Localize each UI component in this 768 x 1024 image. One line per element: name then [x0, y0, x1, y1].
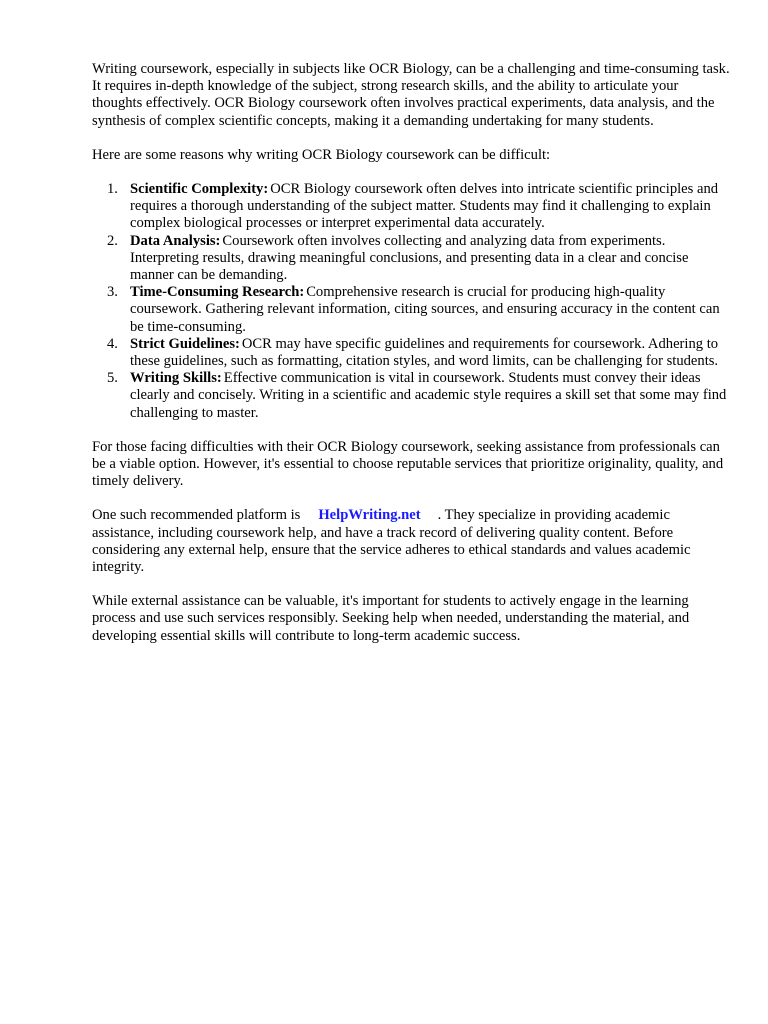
list-item: [92, 284, 732, 336]
list-item-number: 5.: [107, 370, 118, 387]
platform-text-before: One such recommended platform is: [92, 507, 301, 524]
list-item-title: Strict Guidelines:: [130, 335, 240, 352]
list-item-text: OCR may have specific guidelines and requirements for coursework. Adhering to these guidelines, such as formatting, citation styles, and word limits, can be challenging for students.: [130, 335, 719, 370]
list-item-text: Coursework often involves collecting and analyzing data from experiments. Interpreting results, drawing meaningful conclusions, and presenting data in a clear and concise manner can be demanding.: [130, 232, 689, 284]
assistance-paragraph: For those facing difficulties with their OCR Biology coursework, seeking assistance from professionals can be a viable option. However, it's essential to choose reputable services that prioritize originality, quality, and timely delivery.: [92, 438, 724, 490]
list-item-title: Data Analysis:: [130, 232, 221, 249]
document-page: [92, 61, 732, 662]
list-item-number: 3.: [107, 284, 118, 301]
list-item-number: 2.: [107, 232, 118, 249]
list-item-text: OCR Biology coursework often delves into intricate scientific principles and requires a thorough understanding of the subject matter. Students may find it challenging to explain complex biological processes or interpret experimental data accurately.: [130, 181, 719, 232]
list-item-title: Scientific Complexity:: [130, 181, 269, 198]
helpwriting-link[interactable]: HelpWriting.net: [318, 507, 421, 524]
platform-text-after: . They specialize in providing academic assistance, including coursework help, and have a track record of delivering quality content. Before considering any external help, ensure that the service adheres to ethical standards and values academic integrity.: [92, 507, 691, 576]
reasons-intro-paragraph: Here are some reasons why writing OCR Biology coursework can be difficult:: [92, 146, 551, 163]
list-item: [92, 233, 732, 285]
list-item-title: Writing Skills:: [130, 370, 222, 387]
closing-paragraph: While external assistance can be valuable, it's important for students to actively engage in the learning process and use such services responsibly. Seeking help when needed, understanding the material, and developing essential skills will contribute to long-term academic success.: [92, 593, 690, 644]
list-item: [92, 181, 732, 233]
reasons-list: [92, 181, 732, 422]
list-item-title: Time-Consuming Research:: [130, 284, 305, 301]
list-item-number: 1.: [107, 181, 118, 198]
list-item-text: Comprehensive research is crucial for producing high-quality coursework. Gathering relevant information, citing sources, and ensuring accuracy in the content can be time-consuming.: [130, 284, 720, 335]
list-item-number: 4.: [107, 335, 118, 352]
list-item: [92, 336, 732, 370]
intro-paragraph: Writing coursework, especially in subjects like OCR Biology, can be a challenging and time-consuming task. It requires in-depth knowledge of the subject, strong research skills, and the ability to articulate your thoughts effectively. OCR Biology coursework often involves practical experiments, data analysis, and the synthesis of complex scientific concepts, making it a demanding undertaking for many students.: [92, 61, 730, 129]
list-item: [92, 370, 732, 422]
platform-paragraph: [92, 507, 732, 576]
list-item-text: Effective communication is vital in coursework. Students must convey their ideas clearly and concisely. Writing in a scientific and academic style requires a skill set that some may find challenging to master.: [130, 370, 727, 421]
